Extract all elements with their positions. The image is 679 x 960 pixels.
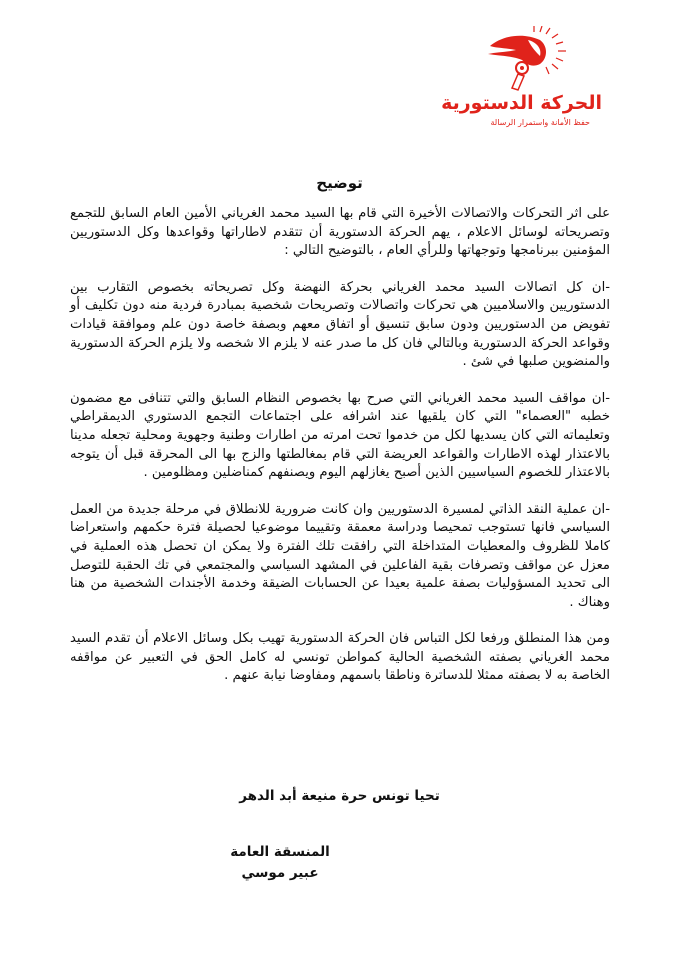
paragraph-point-3: -ان عملية النقد الذاتي لمسيرة الدستوريين وان كانت ضرورية للانطلاق في مرحلة جديدة من العمل السياسي فانها تستوجب تمحيصا ودراسة معمقة وتقييما موضوعيا لحصيلة فترة حكمهم واستعراضا كاملا للظروف والمعطيات المتداخلة التي رافقت تلك الفترة ولا يمكن ان تحصل هذه العملية في معزل عن مواقف وتصرفات بقية الفاعلين في المشهد السياسي والمجتمعي في تك الحقبة للتوصل الى تحديد المسؤوليات بصفة علمية بعيدا عن الحسابات الضيقة وخدمة الأجندات الشخصية من هنا وهناك . bbox=[70, 501, 610, 610]
paragraph-point-2: -ان مواقف السيد محمد الغرياني التي صرح بها بخصوص النظام السابق والتي تتنافى مع مضمون خطبه "العصماء" التي كان يلقيها عند اشرافه على اجتماعات التجمع الدستوري الديمقراطي وتعليماته التي كان يسديها لكل من خدموا تحت امرته من اطارات وطنية وجهوية ومحلية تجعله مدينا بالاعتذار لهذه الاطارات والقواعد العريضة التي قام بمغالطتها والزج بها الى المحرقة قبل أن يتوجه بالاعتذار للخصوم السياسيين الذين أصبح يغازلهم اليوم ويصنفهم كمناضلين ومظلومين . bbox=[70, 390, 610, 481]
document-body bbox=[70, 205, 610, 704]
signatory-role: المنسقة العامة bbox=[230, 844, 330, 860]
paragraph-intro: على اثر التحركات والاتصالات الأخيرة التي قام بها السيد محمد الغرياني الأمين العام السابق للتجمع وتصريحاته لوسائل الاعلام ، يهم الحركة الدستورية أن تتقدم لاطاراتها وقواعدها وكل الدستوريين المؤمنين ببرنامجها وتوجهاتها وللرأي العام ، بالتوضيح التالي : bbox=[70, 206, 610, 259]
document-title: توضيح bbox=[316, 174, 363, 192]
signature-block bbox=[200, 842, 360, 884]
party-name: الحركة الدستورية bbox=[441, 92, 602, 114]
paragraph-conclusion: ومن هذا المنطلق ورفعا لكل التباس فان الحركة الدستورية تهيب بكل وسائل الاعلام أن تقدم السيد محمد الغرياني بصفته الشخصية الحالية كمواطن تونسي له كامل الحق في التعبير عن مواقفه الخاصة به لا بصفته ممثلا للدساترة وناطقا باسمهم ومفاوضا نيابة عنهم . bbox=[70, 631, 610, 684]
party-logo bbox=[441, 26, 612, 130]
signatory-name: عبير موسي bbox=[241, 865, 319, 881]
party-slogan: حفظ الأمانة واستمرار الرسالة bbox=[490, 118, 590, 127]
paragraph-point-1: -ان كل اتصالات السيد محمد الغرياني بحركة النهضة وكل تصريحاته بخصوص التقارب بين الدستوريين والاسلاميين هي تحركات واتصالات وتصريحات شخصية بمبادرة فردية منه دون تكليف أو تفويض من الدستوريين ودون سابق تنسيق أو اتفاق معهم وبصفة خاصة دون علم وموافقة قيادات وقواعد الحركة الدستورية وبالتالي فان كل ما صدر عنه لا يلزم الا شخصه ولا يلزم الحركة الدستورية والمنضوين صلبها في شئ . bbox=[70, 279, 610, 370]
torch-icon bbox=[482, 26, 572, 92]
closing-slogan: تحيا تونس حرة منيعة أبد الدهر bbox=[239, 788, 440, 804]
